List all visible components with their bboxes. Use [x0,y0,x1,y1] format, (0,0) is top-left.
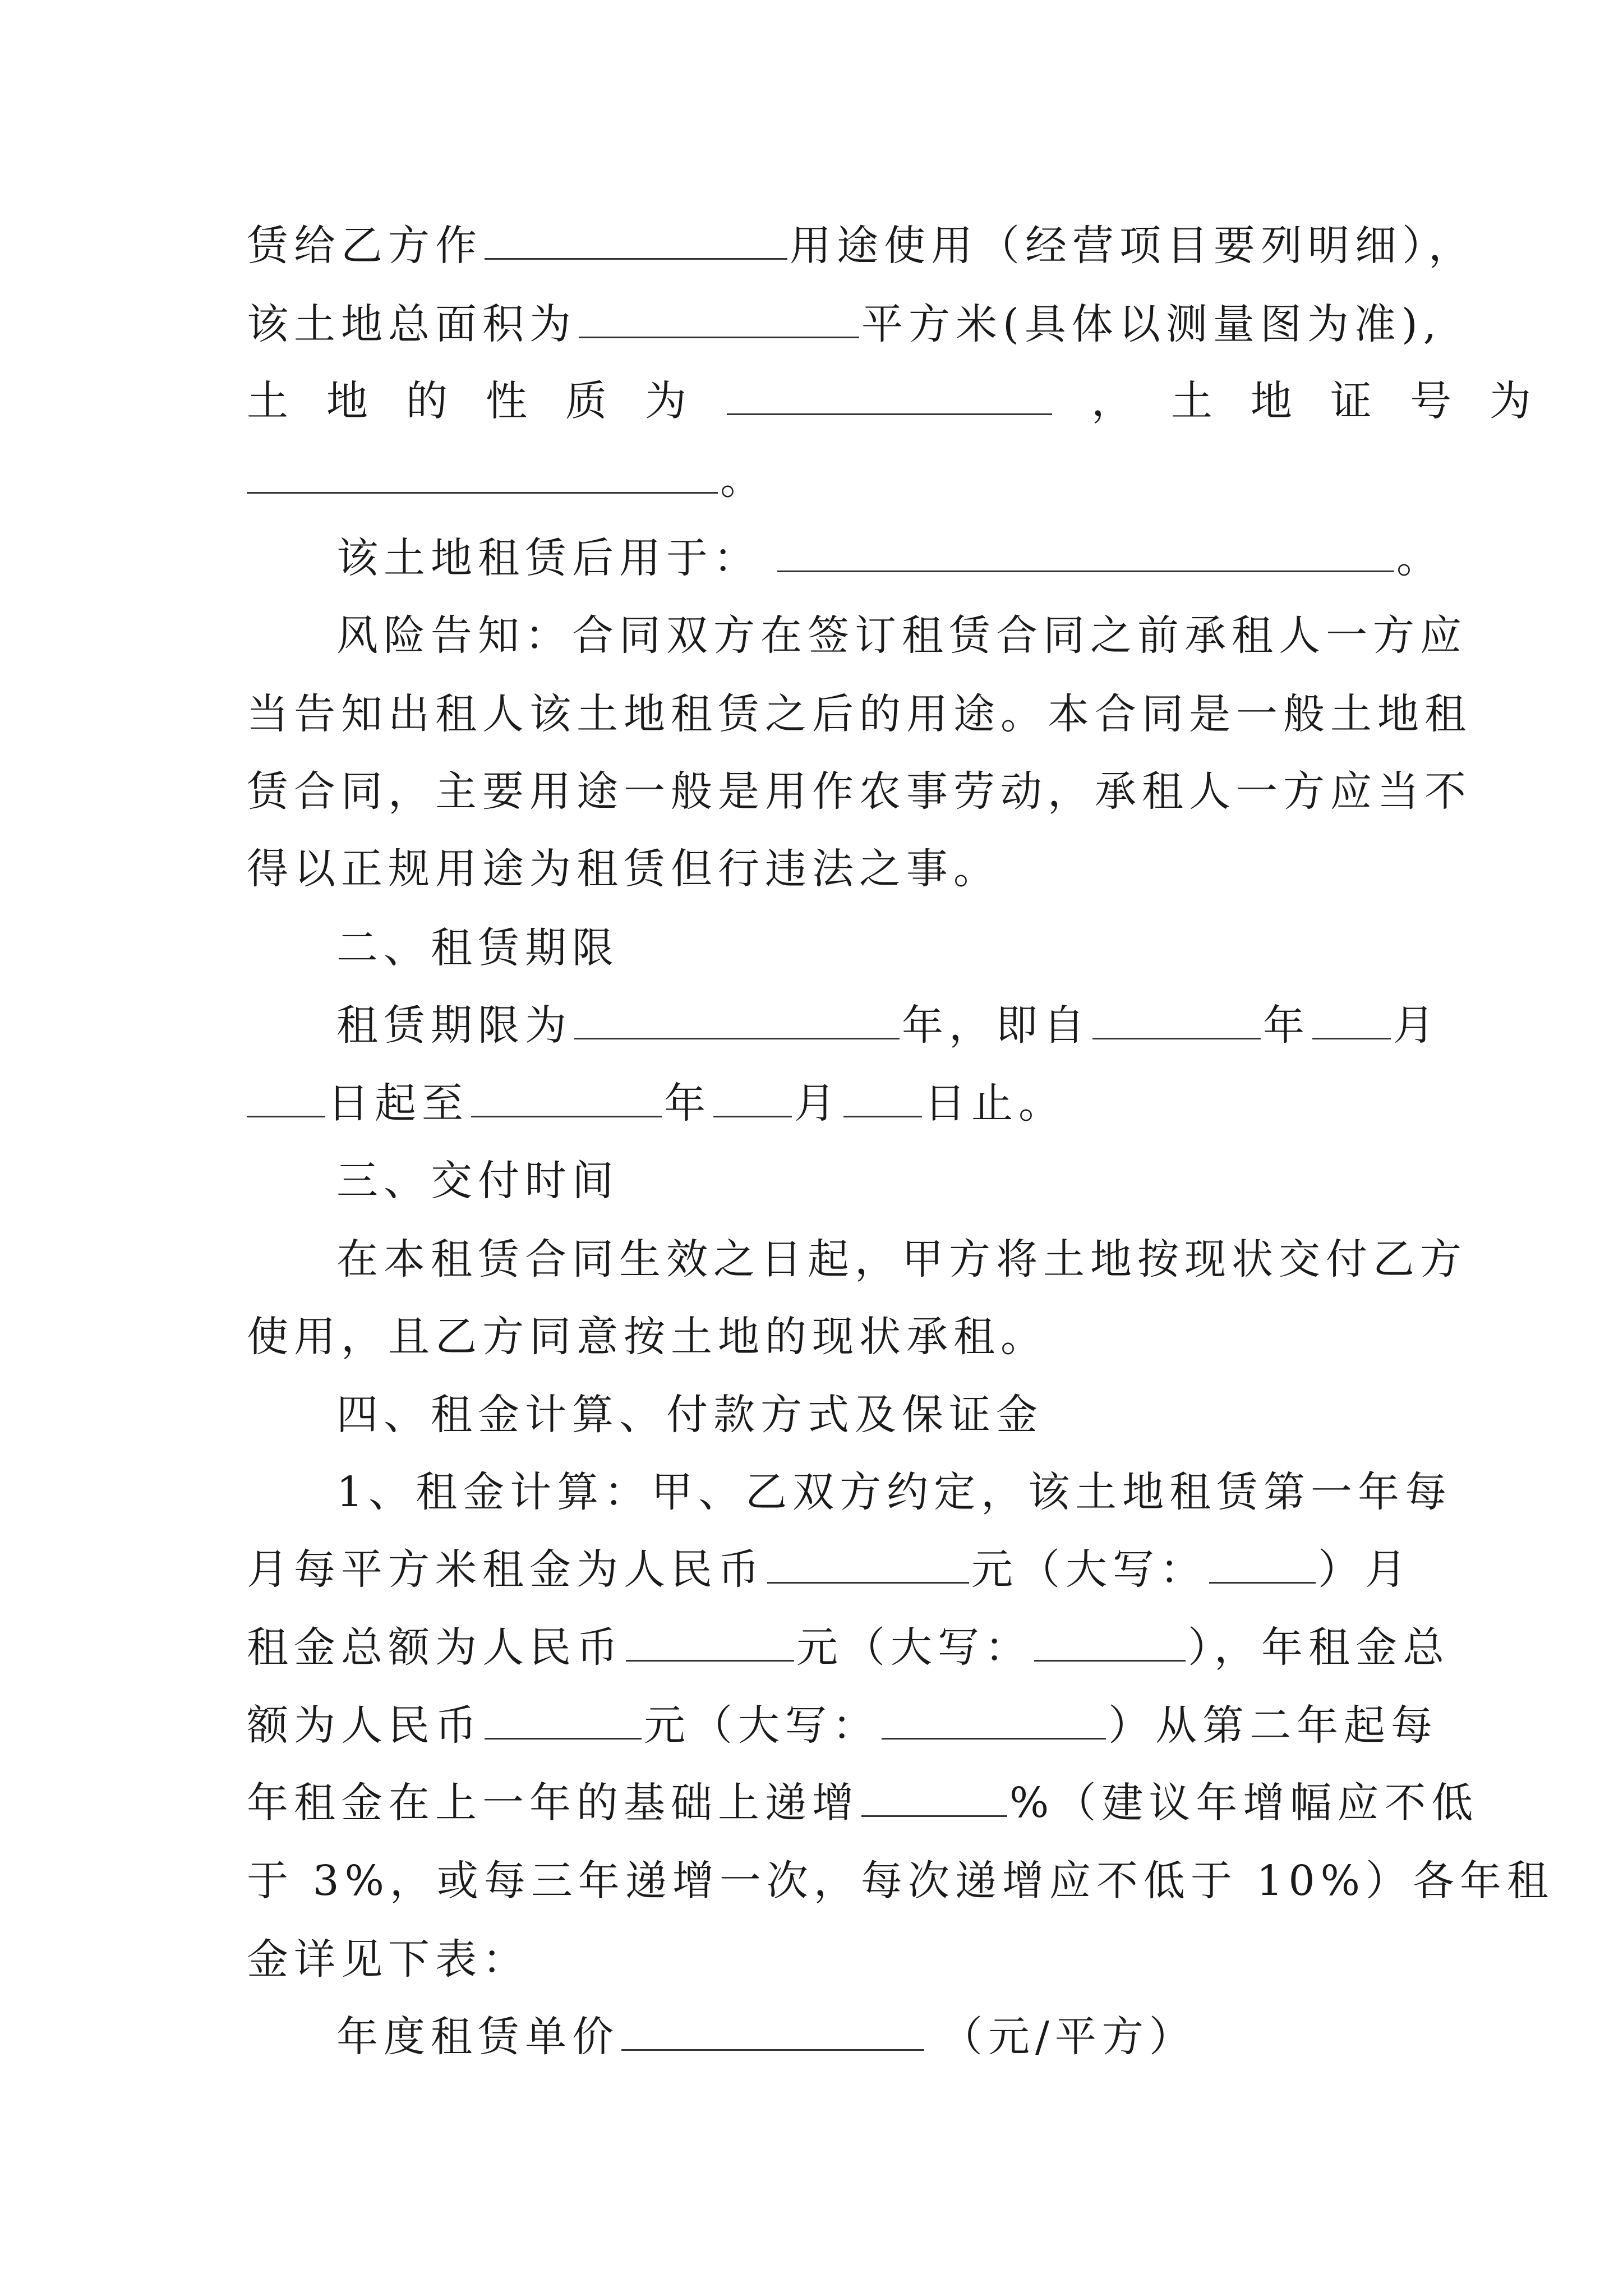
text: ，土地证号为 [1091,377,1569,425]
text: 年 [664,1079,711,1128]
text: 。 [1396,534,1444,582]
text: 用途使用（经营项目要列明细）， [790,222,1476,270]
text: 赁给乙方作 [247,222,482,270]
section-heading: 二、租赁期限 [336,924,619,972]
text: 月 [794,1079,841,1128]
text: 日起至 [328,1079,469,1128]
text: 租赁期限为 [336,1001,572,1050]
text: 年，即自 [902,1001,1090,1050]
text: 月每平方米租金为人民币 [247,1545,765,1594]
fill-blank [247,456,718,494]
text: 元（大写： [971,1545,1207,1594]
fill-blank [1092,1002,1261,1039]
text-line [247,373,1569,429]
text-line [247,1697,1438,1754]
text-line [247,1619,1450,1676]
fill-blank [713,1080,792,1117]
fill-blank [1312,1002,1391,1039]
fill-blank [471,1080,662,1117]
text: 。 [720,455,767,504]
text: 元（大写： [796,1623,1032,1672]
text-line: 风险告知：合同双方在签订租赁合同之前承租人一方应 [336,611,1467,660]
text-line: 于 3%，或每三年递增一次，每次递增应不低于 10%）各年租 [247,1857,1554,1905]
fill-blank [843,1080,922,1117]
fill-blank [1034,1624,1186,1662]
text: 土地的性质为 [247,377,725,425]
text: 该土地总面积为 [247,300,577,348]
text: （元/平方） [941,2013,1196,2061]
text: 该土地租赁后用于： [336,534,760,582]
text: %（建议年增幅应不低 [1009,1779,1479,1827]
text: 元（大写： [644,1701,879,1750]
fill-blank [861,1779,1007,1817]
section-heading: 四、租金计算、付款方式及保证金 [336,1391,1043,1439]
text: ）月 [1318,1545,1412,1594]
fill-blank [621,2013,924,2051]
fill-blank [247,1080,325,1117]
text-line [247,218,1476,274]
text-line [247,296,1442,352]
text-line: 得以正规用途为租赁但行违法之事。 [247,845,1000,893]
text-line: 在本租赁合同生效之日起，甲方将土地按现状交付乙方 [336,1235,1467,1283]
fill-blank [579,301,859,338]
text: 年 [1263,1001,1310,1050]
text-line [336,2009,1196,2065]
text: 年租金在上一年的基础上递增 [247,1779,859,1827]
text-line: 金详见下表： [247,1935,529,1984]
text: 日止。 [924,1079,1066,1128]
text-line: 当告知出租人该土地租赁之后的用途。本合同是一般土地租 [247,690,1472,738]
text-line [247,1075,1066,1131]
text: 额为人民币 [247,1701,482,1750]
text-line: 赁合同，主要用途一般是用作农事劳动，承租人一方应当不 [247,767,1472,816]
text-line [247,1542,1412,1598]
text-line [336,997,1440,1053]
text: ）从第二年起每 [1108,1701,1438,1750]
text: 月 [1393,1001,1440,1050]
fill-blank [882,1702,1106,1740]
text-line: 使用，且乙方同意按土地的现状承租。 [247,1313,1048,1361]
fill-blank [626,1624,794,1662]
text: 年度租赁单价 [336,2013,619,2061]
text: 租金总额为人民币 [247,1623,624,1672]
fill-blank [777,535,1394,572]
fill-blank [767,1546,969,1584]
fill-blank [574,1002,900,1039]
fill-blank [485,1702,642,1740]
text-line [336,530,1444,586]
fill-blank [1209,1546,1316,1584]
fill-blank [485,222,787,260]
text-line [247,1775,1478,1831]
fill-blank [727,378,1052,415]
text: 平方米(具体以测量图为准), [861,300,1442,348]
text-line [247,452,767,508]
section-heading: 三、交付时间 [336,1157,619,1205]
text: ），年租金总 [1188,1623,1450,1672]
text-line: 1、租金计算：甲、乙双方约定，该土地租赁第一年每 [336,1468,1453,1516]
